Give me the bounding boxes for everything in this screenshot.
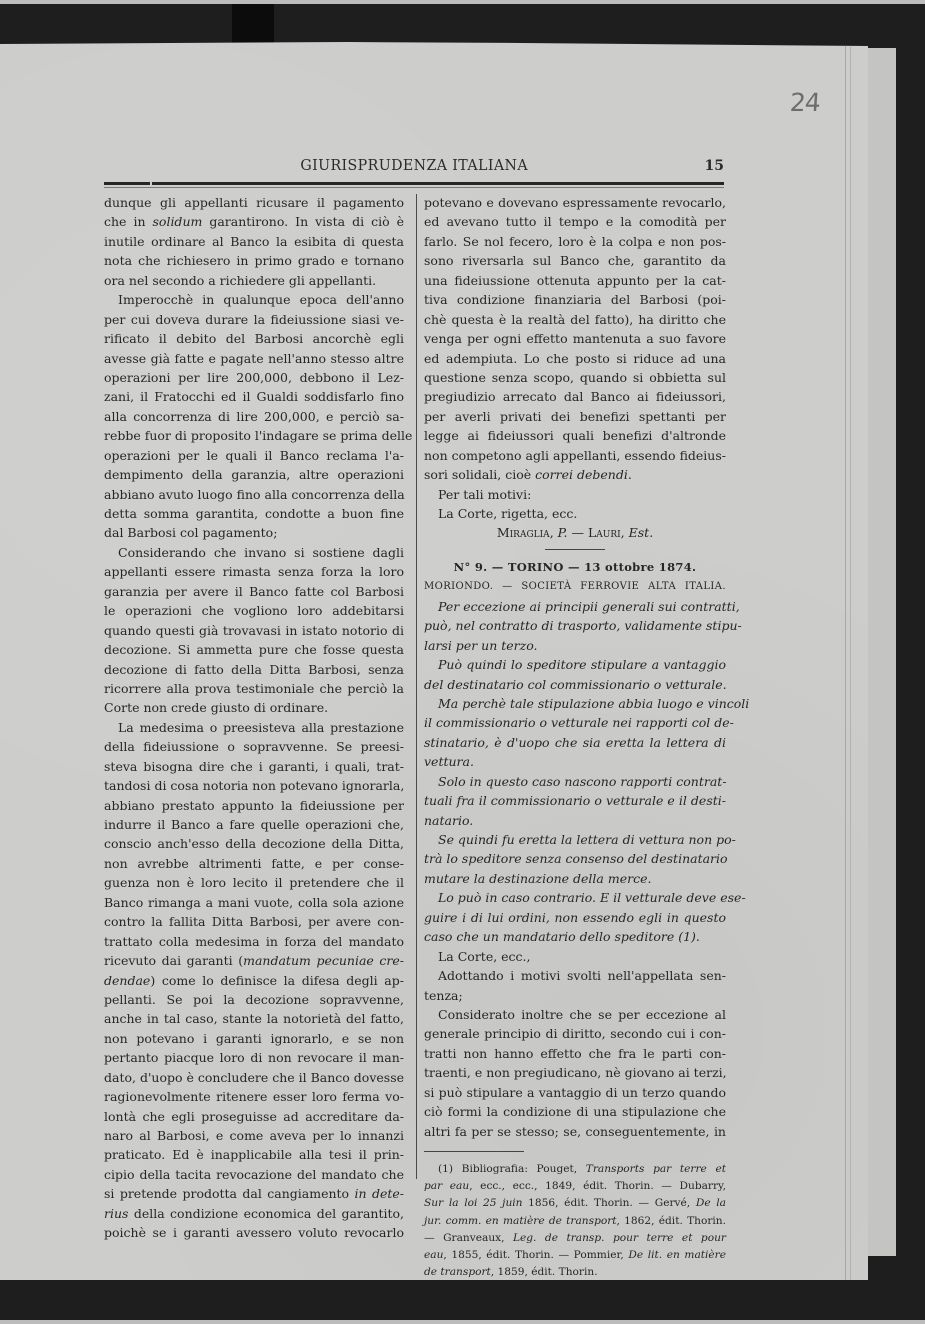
decision-line: Considerato inoltre che se per eccezione al [438,1006,726,1022]
maxim-line: Può quindi lo speditore stipulare a vantaggio [438,657,726,673]
body-text-line: rebbe fuor di proposito l'indagare se prima delle [104,428,413,444]
body-text-line: Banco rimanga a mani vuote, colla sola azione [104,894,404,910]
header-rule-thin [104,187,724,188]
closing-line: Per tali motivi: [438,486,532,502]
maxim-line: trà lo speditore senza consenso del destinatario [424,851,728,867]
signature-line: Miraglia, P. — Lauri, Est. [496,525,654,541]
decision-line: altri fa per se stesso; se, conseguentemente, in [424,1123,726,1139]
body-text-line: questione senza scopo, quando si obbietta sul [424,369,726,385]
president-role: P. [557,525,568,541]
journal-title: GIURISPRUDENZA ITALIANA [300,158,528,174]
body-text-line: ed adempiuta. Lo che posto si riduce ad una [424,350,726,366]
page-fold-line [850,42,851,1280]
footnote-line: — Granveaux, Leg. de transp. pour terre et pour [424,1231,726,1244]
decision-line: tenza; [424,987,463,1003]
footnote-line: par eau, ecc., ecc., 1849, édit. Thorin. — Dubarry, [424,1180,726,1193]
footnote [424,1161,726,1281]
body-text-line: per averli privati dei benefizi spettanti per [424,408,726,424]
maxim-line: Solo in questo caso nascono rapporti contrat- [438,773,727,789]
page-number: 15 [704,158,724,174]
header-rule [104,182,724,185]
body-text-line: rificato il debito del Barbosi ancorchè egli [104,331,404,347]
body-text-line: guenza non è loro lecito il pretendere che il [104,875,404,891]
decision-line: La Corte, ecc., [438,948,531,964]
president-name: Miraglia [496,525,550,541]
body-text-line: alla concorrenza di lire 200,000, e perciò sa- [104,408,404,424]
body-text-line: una fideiussione ottenuta appunto per la cat- [424,272,726,288]
body-text-line: dunque gli appellanti ricusare il pagamento [104,195,404,210]
body-text-line: naro al Barbosi, e come aveva per lo innanzi [104,1128,404,1143]
body-text-line: farlo. Se nol fecero, loro è la colpa e non pos- [424,233,726,249]
body-text-line: pertanto piacque loro di non revocare il man- [104,1050,404,1066]
right-column [424,193,750,1281]
body-text-line: abbiano prestato appunto la fideiussione per [104,797,404,813]
maxim-line: il commissionario o vetturale nei rapporti col de- [424,715,734,731]
body-text-line: decozione. Si ammetta pure che fosse questa [104,642,404,658]
decision-line: Adottando i motivi svolti nell'appellata sen- [438,968,726,984]
decision-line: si può stipulare a vantaggio di un terzo quando [424,1084,726,1100]
body-text-line: praticato. Ed è inapplicabile alla tesi il prin- [104,1147,404,1163]
maxim-line: guire i di lui ordini, non essendo egli in questo [424,909,726,925]
body-text-line: ricevuto dai garanti (mandatum pecuniae cre- [104,953,404,969]
body-text-line: potevano e dovevano espressamente revocarlo, [424,195,726,210]
handwritten-page-number: 24 [788,88,821,117]
decision-line: traenti, e non pregiudicano, nè giovano ai terzi, [424,1065,727,1081]
maxim-line: del destinatario col commissionario o vetturale. [424,676,727,692]
footnote-line: eau, 1855, édit. Thorin. — Pommier, De lit. en matière [424,1248,727,1261]
body-text-line: detta somma garantita, condotte a buon fine [104,506,404,521]
judgment-continuation [424,193,726,485]
body-text-line: dempimento della garanzia, altre operazioni [104,467,404,483]
running-header [104,158,724,178]
maxim-line: natario. [424,812,474,828]
body-text-line: nota che richiesero in primo grado e tornano [104,253,404,269]
maxim-line: Se quindi fu eretta la lettera di vettura non po- [438,832,736,847]
body-text-line: conscio anch'esso della decozione della Ditta, [104,836,404,852]
body-text-line: chè questa è la realtà del fatto), ha diritto che [424,311,726,327]
body-text-line: trattato colla medesima in forza del mandato [104,933,404,949]
body-text-line: quando questi già trovavasi in istato notorio di [104,622,404,638]
footnote-line: jur. comm. en matière de transport, 1862, édit. Thorin. [424,1214,726,1227]
body-text-line: che in solidum garantirono. In vista di ciò è [104,214,404,230]
maxim-line: larsi per un terzo. [424,637,538,653]
case-maxims [424,597,750,947]
body-text-line: contro la fallita Ditta Barbosi, per avere con- [104,914,404,930]
maxim-line: mutare la destinazione della merce. [424,870,652,886]
decision-line: ciò formi la condizione di una stipulazione che [424,1104,726,1120]
body-text-line: inutile ordinare al Banco la esibita di questa [104,233,404,249]
body-text-line: ed avevano tutto il tempo e la comodità per [424,214,726,230]
scan-background-bottom [0,1320,925,1324]
body-text-line: non avrebbe altrimenti fatte, e per conse- [104,855,404,871]
body-text-line: appellanti essere rimasta senza forza la loro [104,564,404,580]
body-text-line: tiva condizione finanziaria del Barbosi (poi- [424,292,726,308]
page-fold-line [845,42,846,1280]
body-text-line: indurre il Banco a fare quelle operazioni che, [104,817,404,832]
body-text-line: pellanti. Se poi la decozione sopravvenne, [104,991,404,1007]
body-text-line: zani, il Fratocchi ed il Gualdi soddisfarlo fino [104,389,404,405]
column-divider [416,194,417,1179]
maxim-line: stinatario, è d'uopo che sia eretta la lettera di [424,734,726,750]
body-text-line: avesse già fatte e pagate nell'anno stesso altre [104,350,404,366]
body-text-line: legge ai fideiussori quali benefizi d'altronde [424,428,726,444]
body-text-line: venga per ogni effetto mantenuta a suo favore [424,331,726,347]
body-text-line: si pretende prodotta dal cangiamento in dete- [104,1186,405,1202]
maxim-line: può, nel contratto di trasporto, validamente stipu- [424,618,742,634]
footnote-rule [424,1151,524,1152]
body-text-line: ragionevolmente ritenere esser loro ferma vo- [104,1089,404,1105]
case-parties [424,577,726,596]
body-text-line: della fideiussione o sopravvenne. Se preesi- [104,739,404,755]
decision-line: generale principio di diritto, secondo cui i con- [424,1026,726,1042]
maxim-line: caso che un mandatario dello speditore (1). [424,929,700,945]
body-text-line: steva bisogna dire che i garanti, i quali, trat- [104,758,404,774]
body-text-line: le operazioni che vogliono loro addebitarsi [104,603,404,619]
maxim-line: Ma perchè tale stipulazione abbia luogo e vincoli [438,695,750,711]
party-respondent: SOCIETÀ FERROVIE ALTA ITALIA. [521,581,726,593]
body-text-line: per cui doveva durare la fideiussione siasi ve- [104,311,404,327]
left-column [104,193,413,1243]
extensor-name: Lauri [587,525,621,541]
body-text-line: lontà che egli proseguisse ad accreditare da- [104,1108,404,1124]
body-text-line: dal Barbosi col pagamento; [104,525,278,541]
body-text-line: decozione di fatto della Ditta Barbosi, senza [104,661,404,677]
body-text-line: sono riversarla sul Banco che, garantito da [424,253,726,269]
maxim-line: Per eccezione ai principii generali sui contratti, [438,598,740,614]
decision-line: tratti non hanno effetto che fra le parti con- [424,1045,726,1061]
footnote-line: de transport, 1859, édit. Thorin. [424,1266,598,1279]
section-rule [545,549,605,550]
body-text-line: pregiudizio arrecato dal Banco ai fideiussori, [424,389,726,405]
body-text-line: tandosi di cosa notoria non potevano ignorarla, [104,778,405,794]
scan-binding-shadow [232,4,274,44]
extensor-role: Est. [628,525,654,541]
body-text-line: Imperocchè in qualunque epoca dell'anno [118,292,404,308]
body-text-line: operazioni per le quali il Banco reclama l'a- [104,447,404,463]
body-text-line: Corte non crede giusto di ordinare. [104,700,329,716]
body-text-line: abbiano avuto luogo fino alla concorrenza della [104,486,405,502]
body-text-line: ora nel secondo a richiedere gli appellanti. [104,272,377,288]
body-text-line: rius della condizione economica del garantito, [104,1205,404,1221]
footnote-line: Sur la loi 25 juin 1856, édit. Thorin. — Gervé, De la [424,1197,726,1210]
body-text-line: dendae) come lo definisce la difesa degli ap- [104,972,404,988]
body-text-line: sori solidali, cioè correi debendi. [424,467,632,483]
case-heading: N° 9. — TORINO — 13 ottobre 1874. [453,559,697,574]
body-text-line: Considerando che invano si sostiene dagli [118,544,404,560]
body-text-line: garanzia per avere il Banco fatte col Barbosi [104,583,404,599]
body-text-line: dato, d'uopo è concludere che il Banco dovesse [104,1069,404,1085]
decision-text [424,947,726,1141]
body-text-line: operazioni per lire 200,000, debbono il Lez- [104,369,404,385]
scan-background-top [0,0,925,4]
judgment-closing [424,485,726,524]
closing-line: La Corte, rigetta, ecc. [438,506,578,521]
body-text-line: non competono agli appellanti, essendo fideius- [424,447,726,463]
maxim-line: Lo può in caso contrario. E il vetturale deve ese- [438,890,746,906]
party-appellant: MORIONDO. [424,581,494,593]
body-text-line: cipio della tacita revocazione del mandato che [104,1166,404,1182]
footnote-line: (1) Bibliografia: Pouget, Transports par terre et [438,1163,726,1175]
maxim-line: vettura. [424,754,474,770]
body-text-line: poichè se i garanti avessero voluto revocarlo [104,1225,404,1241]
body-text-line: non potevano i garanti ignorarlo, e se non [104,1030,404,1046]
body-text-line: anche in tal caso, stante la notorietà del fatto, [104,1011,404,1027]
body-text-line: ricorrere alla prova testimoniale che perciò la [104,680,404,696]
maxim-line: tuali fra il commissionario o vetturale e il desti- [424,793,726,809]
body-text-line: La medesima o preesisteva alla prestazione [118,719,404,735]
party-separator: — [502,581,513,593]
